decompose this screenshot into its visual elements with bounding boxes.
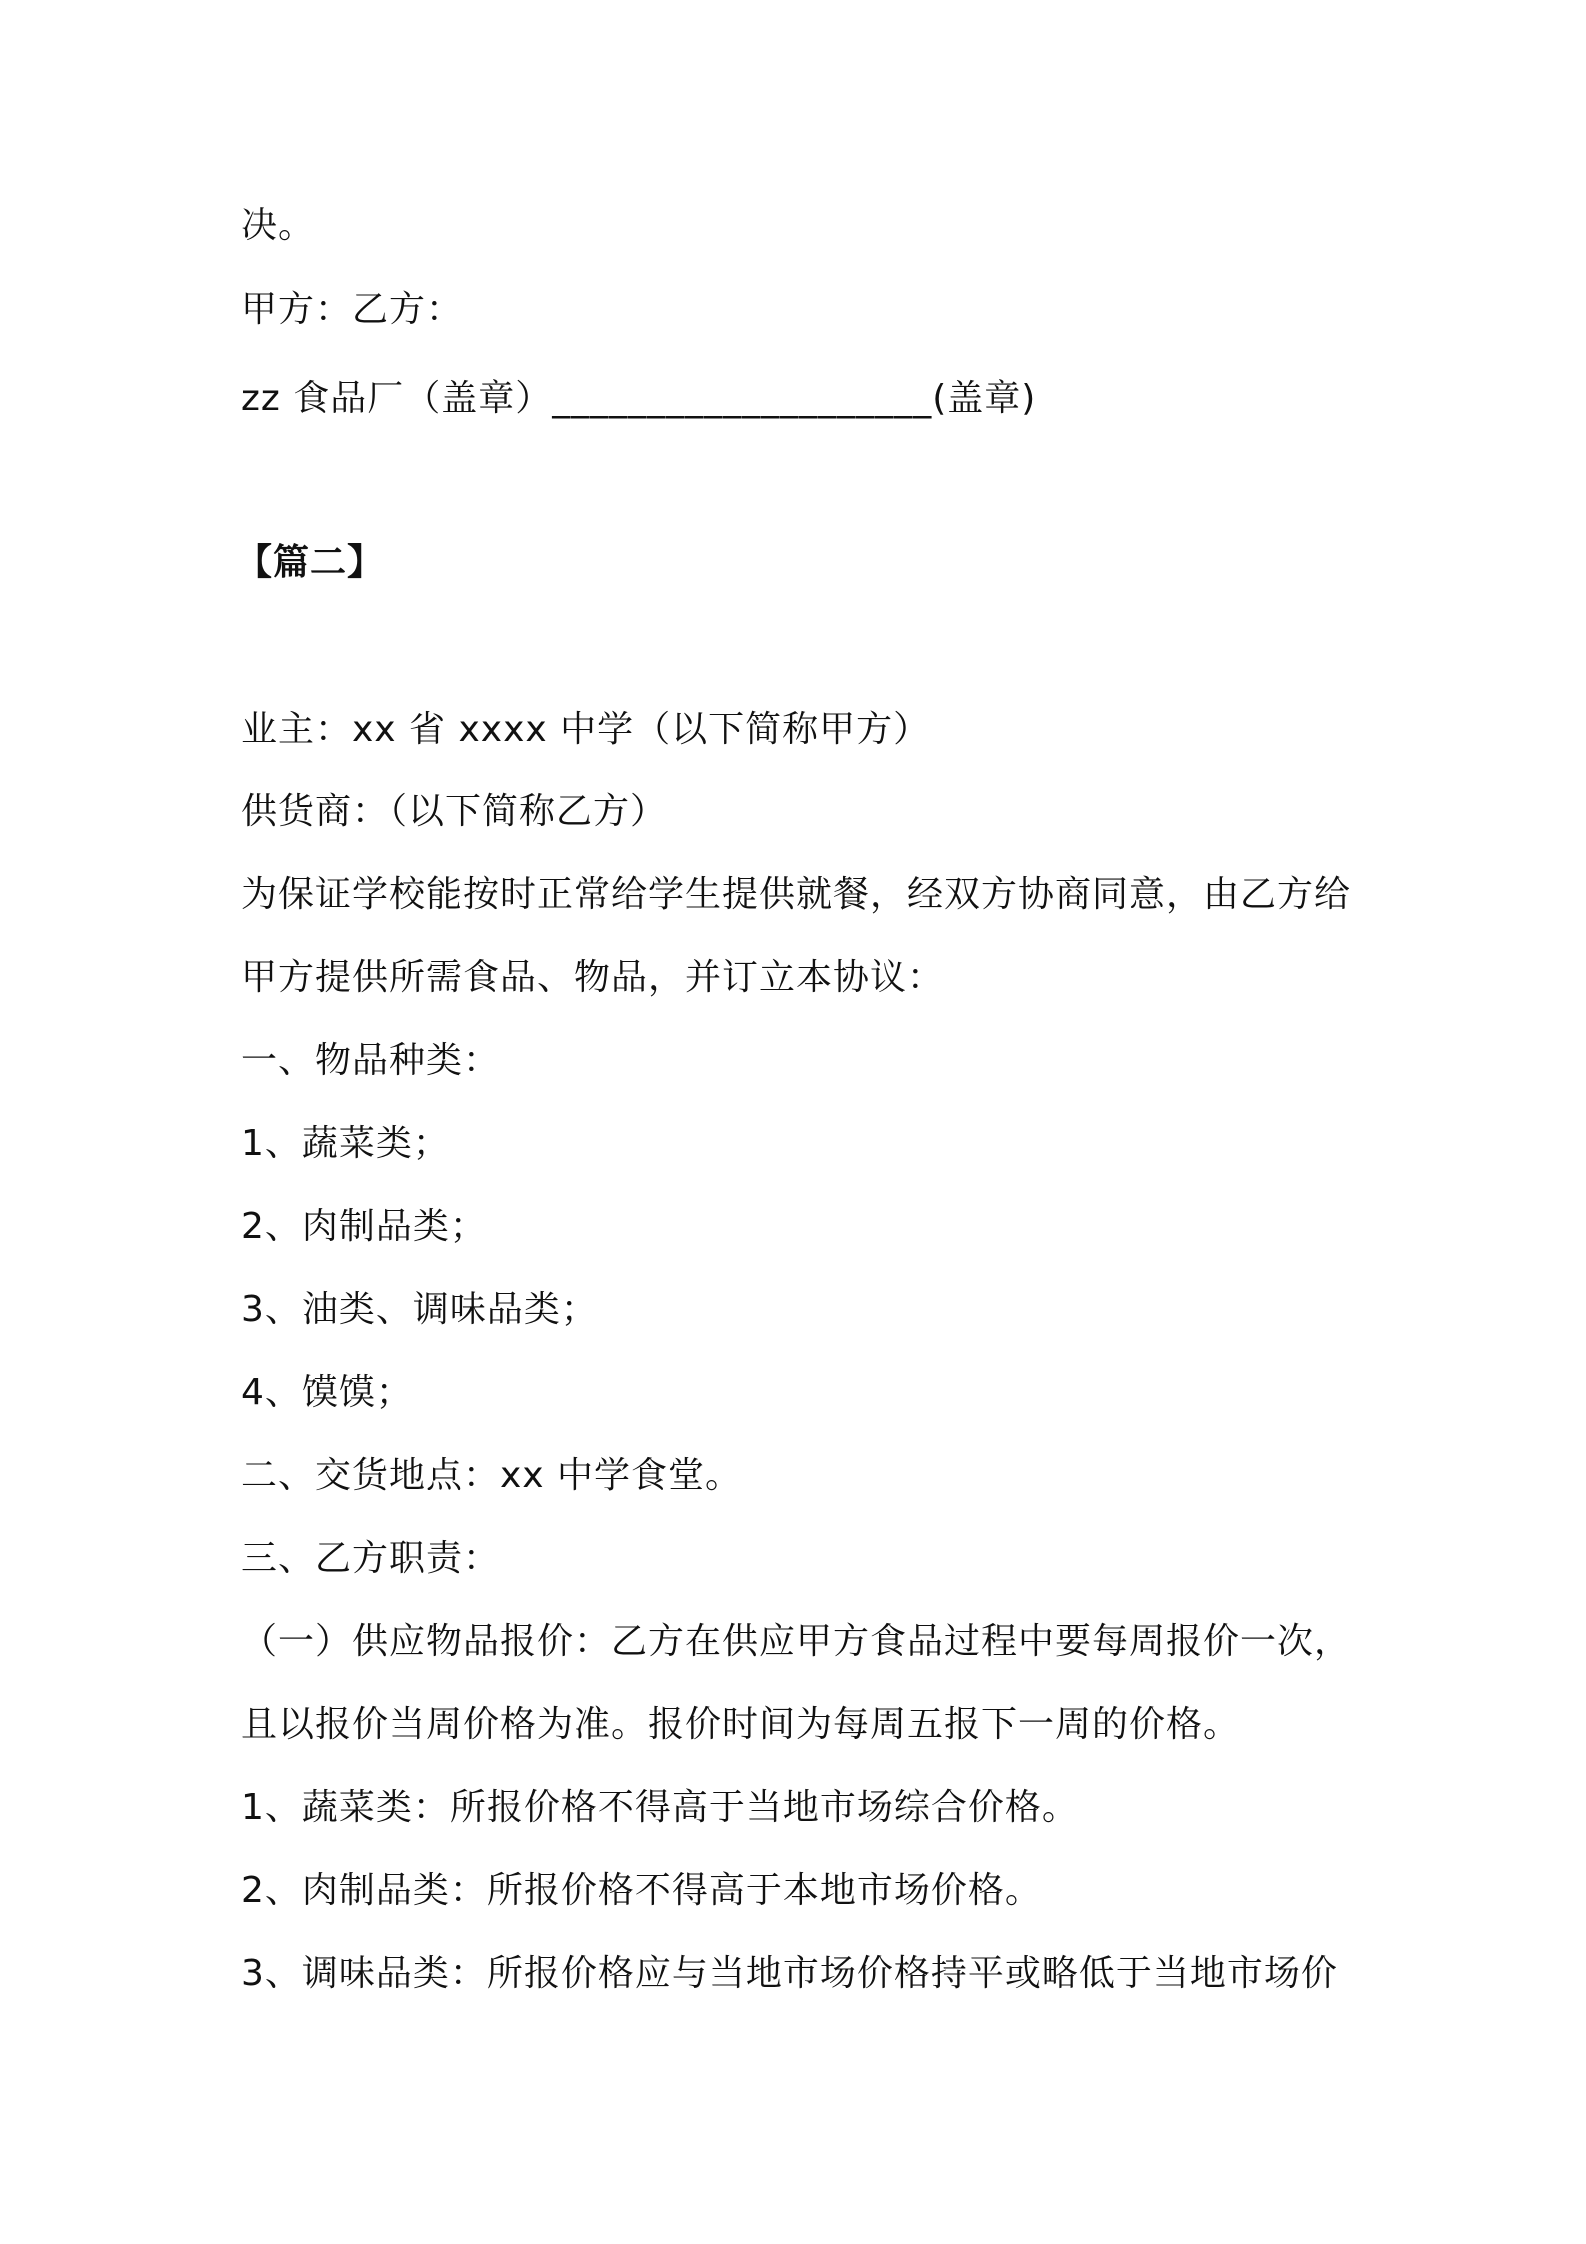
text-line: 3、油类、调味品类； [241, 1289, 598, 1330]
text-line: 且以报价当周价格为准。报价时间为每周五报下一周的价格。 [241, 1704, 1241, 1745]
text-line: 甲方提供所需食品、物品，并订立本协议： [241, 957, 945, 998]
section-heading: 【篇二】 [236, 542, 385, 583]
text-line: 甲方：乙方： [241, 289, 464, 330]
text-line: 2、肉制品类； [241, 1206, 487, 1247]
text-line: 二、交货地点：xx 中学食堂。 [241, 1455, 743, 1496]
text-line: 3、调味品类：所报价格应与当地市场价格持平或略低于当地市场价 [241, 1953, 1338, 1994]
text-line: 为保证学校能按时正常给学生提供就餐，经双方协商同意，由乙方给 [241, 874, 1352, 915]
text-line: zz 食品厂（盖章）____________________(盖章) [241, 378, 1037, 419]
text-line: 业主：xx 省 xxxx 中学（以下简称甲方） [241, 709, 931, 750]
text-line: 三、乙方职责： [241, 1538, 501, 1579]
text-line: 1、蔬菜类：所报价格不得高于当地市场综合价格。 [241, 1787, 1079, 1828]
text-line: 4、馍馍； [241, 1372, 413, 1413]
text-line: 2、肉制品类：所报价格不得高于本地市场价格。 [241, 1870, 1042, 1911]
text-line: 一、物品种类： [241, 1040, 501, 1081]
text-line: 决。 [241, 205, 316, 246]
text-line: （一）供应物品报价：乙方在供应甲方食品过程中要每周报价一次， [241, 1621, 1352, 1662]
text-line: 供货商：（以下简称乙方） [241, 791, 668, 832]
text-line: 1、蔬菜类； [241, 1123, 450, 1164]
